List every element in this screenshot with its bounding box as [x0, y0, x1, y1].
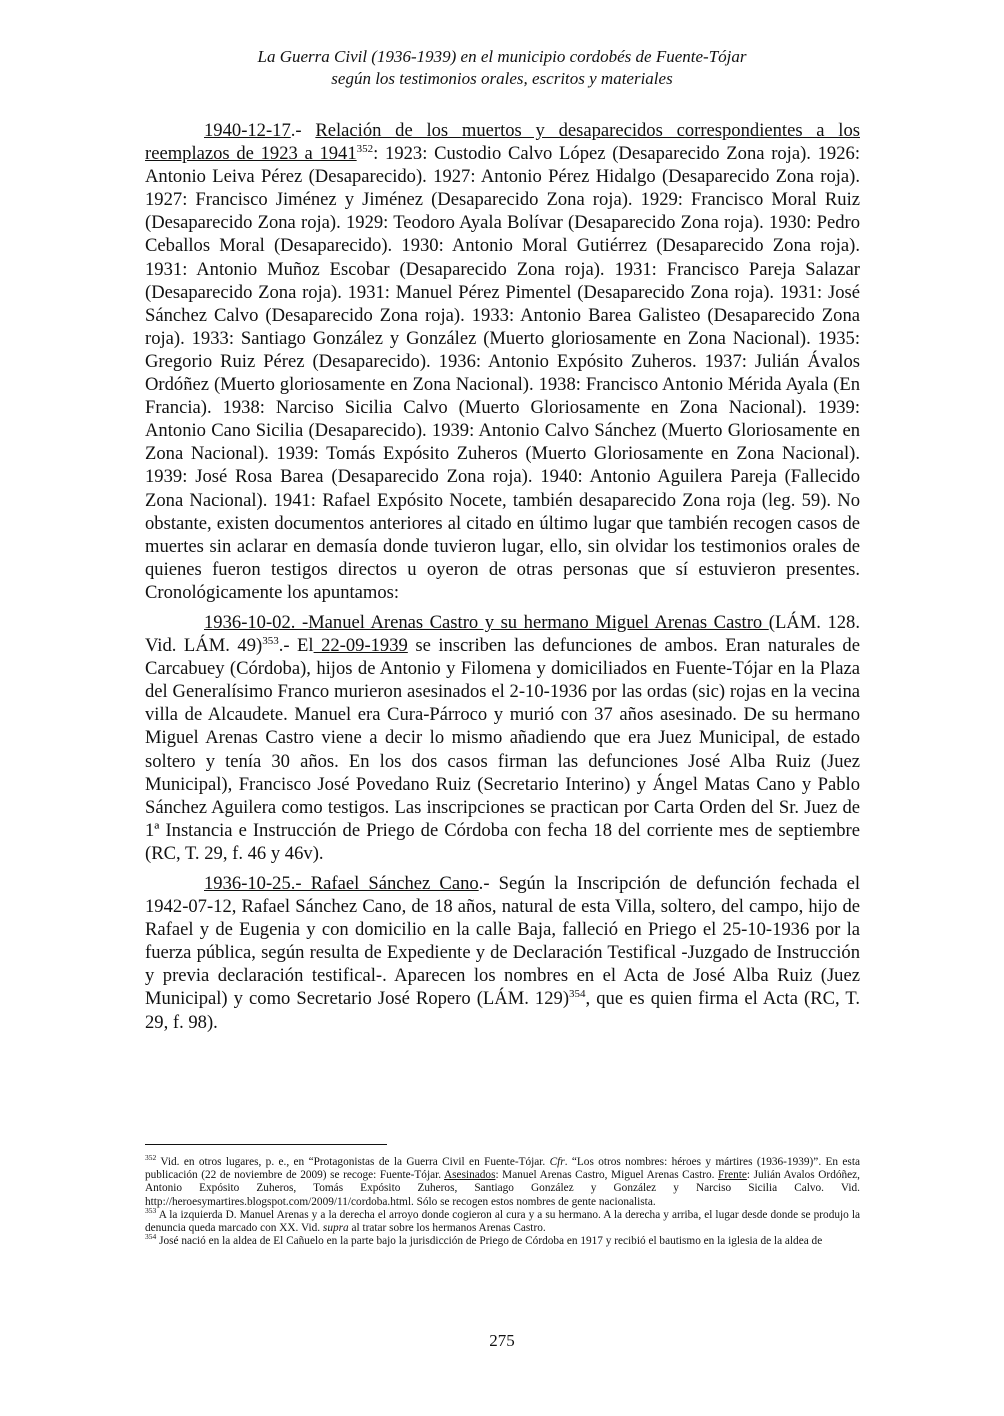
footnote-ref-353[interactable]: 353	[262, 634, 279, 647]
entry-title: Relación de los muertos y desaparecidos correspondientes a los reemplazos de 1923 a 1941	[145, 120, 860, 165]
entry-ref: (LÁM. 128. Vid. LÁM. 49)	[145, 611, 860, 657]
paragraph-1940-12-17: 1940-12-17.- Relación de los muertos y desaparecidos correspondientes a los reemplazos de 1923 a 1941$^{352}$: 1923: Custodio Calvo López (Desaparecido Zona roja). 1926: Antonio Leiva Pérez (Desaparecido). 1927: Antonio Pérez Hidalgo (Desaparecido Zona roja). 1927: Francisco Jiménez y Jiménez (Desaparecido Zona roja). 1929: Francisco Moral Ruiz (Desaparecido Zona roja). 1929: Teodoro Ayala Bolívar (Desaparecido Zona roja). 1930: Pedro Ceballos Moral (Desaparecido). 1930: Antonio Moral Gutiérrez (Desaparecido Zona roja). 1931: Antonio Muñoz Escobar (Desaparecido Zona roja). 1931: Francisco Pareja Salazar (Desaparecido Zona roja). 1931: Manuel Pérez Pimentel (Desaparecido Zona roja). 1931: José Sánchez Calvo (Desaparecido Zona roja). 1933: Antonio Barea Galisteo (Desaparecido Zona roja). 1933: Santiago González y González (Muerto gloriosamente en Zona Nacional). 1935: Gregorio Ruiz Pérez (Desaparecido). 1936: Antonio Expósito Zuheros. 1937: Julián Ávalos Ordóñez (Muerto gloriosamente en Zona Nacional). 1938: Francisco Antonio Mérida Ayala (En Francia). 1938: Narciso Sicilia Calvo (Muerto Gloriosamente en Zona Nacional). 1939: Antonio Cano Sicilia (Desaparecido). 1939: Antonio Calvo Sánchez (Muerto Gloriosamente en Zona Nacional). 1939: Tomás Expósito Zuheros (Muerto Gloriosamente en Zona Nacional). 1939: José Rosa Barea (Desaparecido Zona roja). 1940: Antonio Aguilera Pareja (Fallecido Zona Nacional). 1941: Rafael Expósito Nocete, también desaparecido Zona roja (leg. 59). No obstante, existen documentos anteriores al citado en último lugar que también recogen casos de muertes sin aclarar en demasía donde tuvieron lugar, ello, sin olvidar los testimonios orales de quienes fueron testigos directos u oyeron de otras personas que sí estuvieron presentes. Cronológicamente los apuntamos:	[145, 120, 860, 603]
header-line-1: La Guerra Civil (1936-1939) en el municipio cordobés de Fuente-Tójar	[257, 47, 747, 66]
paragraph-1936-10-25	[145, 872, 860, 1034]
entry-text: .- Según la Inscripción de defunción fechada el 1942-07-12, Rafael Sánchez Cano, de 18 años, natural de esta Villa, soltero, del campo, hijo de Rafael y de Eugenia y con domicilio en la calle Baja, falleció en Priego el 25-10-1936 por la fuerza pública, según resulta de Expediente y de Declaración Testifical -Juzgado de Instrucción y previa declaración testifical-. Aparecen los nombres en el Acta de José Alba Ruiz (Juez Municipal) y como Secretario José Ropero (LÁM. 129)	[145, 873, 860, 1010]
footnote-ref-352[interactable]: 352	[356, 142, 374, 155]
entry-text: se inscriben las defunciones de ambos. Eran naturales de Carcabuey (Córdoba), hijos de Antonio y Filomena y domiciliados en Fuente-Tójar en la Plaza del Generalísimo Franco murieron asesinados el 2-10-1936 por las ordas (sic) rojas en la vecina villa de Alcaudete. Manuel era Cura-Párroco y murió con 37 años asesinado. De su hermano Miguel Arenas Castro viene a decir lo mismo añadiendo que era Juez Municipal, de estado soltero y tenía 30 años. En los dos casos firman las defunciones José Alba Ruiz (Juez Municipal), Francisco José Povedano Ruiz (Secretario Interino) y Ángel Matas Cano y Pablo Sánchez Aguilera como testigos. Las inscripciones se practican por Carta Orden del Sr. Juez de 1ª Instancia e Instrucción de Priego de Córdoba con fecha 18 del corriente mes de septiembre (RC, T. 29, f. 46 y 46v).	[145, 635, 860, 864]
entry-date: 1940-12-17	[204, 120, 291, 141]
footnotes	[145, 1153, 860, 1248]
entry-text: : 1923: Custodio Calvo López (Desaparecido Zona roja). 1926: Antonio Leiva Pérez (Desaparecido). 1927: Antonio Pérez Hidalgo (Desaparecido Zona roja). 1927: Francisco Jiménez y Jiménez (Desaparecido Zona roja). 1929: Francisco Moral Ruiz (Desaparecido Zona roja). 1929: Teodoro Ayala Bolívar (Desaparecido Zona roja). 1930: Pedro Ceballos Moral (Desaparecido). 1930: Antonio Moral Gutiérrez (Desaparecido Zona roja). 1931: Antonio Muñoz Escobar (Desaparecido Zona roja). 1931: Francisco Pareja Salazar (Desaparecido Zona roja). 1931: Manuel Pérez Pimentel (Desaparecido Zona roja). 1931: José Sánchez Calvo (Desaparecido Zona roja). 1933: Antonio Barea Galisteo (Desaparecido Zona roja). 1933: Santiago González y González (Muerto gloriosamente en Zona Nacional). 1935: Gregorio Ruiz Pérez (Desaparecido). 1936: Antonio Expósito Zuheros. 1937: Julián Ávalos Ordóñez (Muerto gloriosamente en Zona Nacional). 1938: Francisco Antonio Mérida Ayala (En Francia). 1938: Narciso Sicilia Calvo (Muerto Gloriosamente en Zona Nacional). 1939: Antonio Cano Sicilia (Desaparecido). 1939: Antonio Calvo Sánchez (Muerto Gloriosamente en Zona Nacional). 1939: Tomás Expósito Zuheros (Muerto Gloriosamente en Zona Nacional). 1939: José Rosa Barea (Desaparecido Zona roja). 1940: Antonio Aguilera Pareja (Fallecido Zona Nacional). 1941: Rafael Expósito Nocete, también desaparecido Zona roja (leg. 59). No obstante, existen documentos anteriores al citado en último lugar que también recogen casos de muertes sin aclarar en demasía donde tuvieron lugar, ello, sin olvidar los testimonios orales de quienes fueron testigos directos u oyeron de otras personas que sí estuvieron presentes. Cronológicamente los apuntamos:	[145, 143, 860, 603]
running-header	[0, 46, 1004, 90]
entry-title: 1936-10-02. -Manuel Arenas Castro y su hermano Miguel Arenas Castro	[204, 611, 769, 633]
entry-title: 1936-10-25.- Rafael Sánchez Cano	[204, 873, 479, 894]
entry-text-end: , que es quien firma el Acta (RC, T. 29, f. 98).	[145, 988, 861, 1033]
header-line-2: según los testimonios orales, escritos y materiales	[331, 69, 673, 88]
footnote-353: $^{353}$ A la izquierda D. Manuel Arenas y a la derecha el arroyo donde cogieron al cura y a su hermano. A la derecha y arriba, el lugar desde donde se produjo la denuncia queda marcado con XX. Vid. supra al tratar sobre los hermanos Arenas Castro.	[145, 1206, 860, 1235]
footnote-separator	[145, 1144, 387, 1145]
entry-date: 22-09-1939	[313, 635, 408, 657]
paragraph-1936-10-02: 1936-10-02. -Manuel Arenas Castro y su hermano Miguel Arenas Castro (LÁM. 128. Vid. LÁM. 49)$^{353}$.- El 22-09-1939 se inscriben las defunciones de ambos. Eran naturales de Carcabuey (Córdoba), hijos de Antonio y Filomena y domiciliados en Fuente-Tójar en la Plaza del Generalísimo Franco murieron asesinados el 2-10-1936 por las ordas (sic) rojas en la vecina villa de Alcaudete. Manuel era Cura-Párroco y murió con 37 años asesinado. De su hermano Miguel Arenas Castro viene a decir lo mismo añadiendo que era Juez Municipal, de estado soltero y tenía 30 años. En los dos casos firman las defunciones José Alba Ruiz (Juez Municipal), Francisco José Povedano Ruiz (Secretario Interino) y Ángel Matas Cano y Pablo Sánchez Aguilera como testigos. Las inscripciones se practican por Carta Orden del Sr. Juez de 1ª Instancia e Instrucción de Priego de Córdoba con fecha 18 del corriente mes de septiembre (RC, T. 29, f. 46 y 46v).	[145, 611, 860, 864]
page-number: 275	[489, 1331, 515, 1350]
footnote-354: $^{354}$ José nació en la aldea de El Cañuelo en la parte bajo la jurisdicción de Priego de Córdoba en 1917 y recibió el bautismo en la iglesia de la aldea de	[145, 1232, 823, 1248]
footnote-352: $^{352}$ Vid. en otros lugares, p. e., en “Protagonistas de la Guerra Civil en Fuente-Tójar. Cfr. “Los otros nombres: héroes y mártires (1936-1939)”. En esta publicación (22 de noviembre de 2009) se recoge: Fuente-Tójar. Asesinados: Manuel Arenas Castro, Miguel Arenas Castro. Frente: Julián Avalos Ordóñez, Antonio Expósito Zuheros, Tomás Expósito Zuheros, Santiago González y González y Narciso Sicilia Calvo. Vid. http://heroesymartires.blogspot.com/2009/11/cordoba.html. Sólo se recogen estos nombres de gente nacionalista.	[145, 1153, 860, 1208]
footnote-ref-354[interactable]: 354	[569, 988, 586, 1001]
body-text	[145, 119, 860, 1041]
